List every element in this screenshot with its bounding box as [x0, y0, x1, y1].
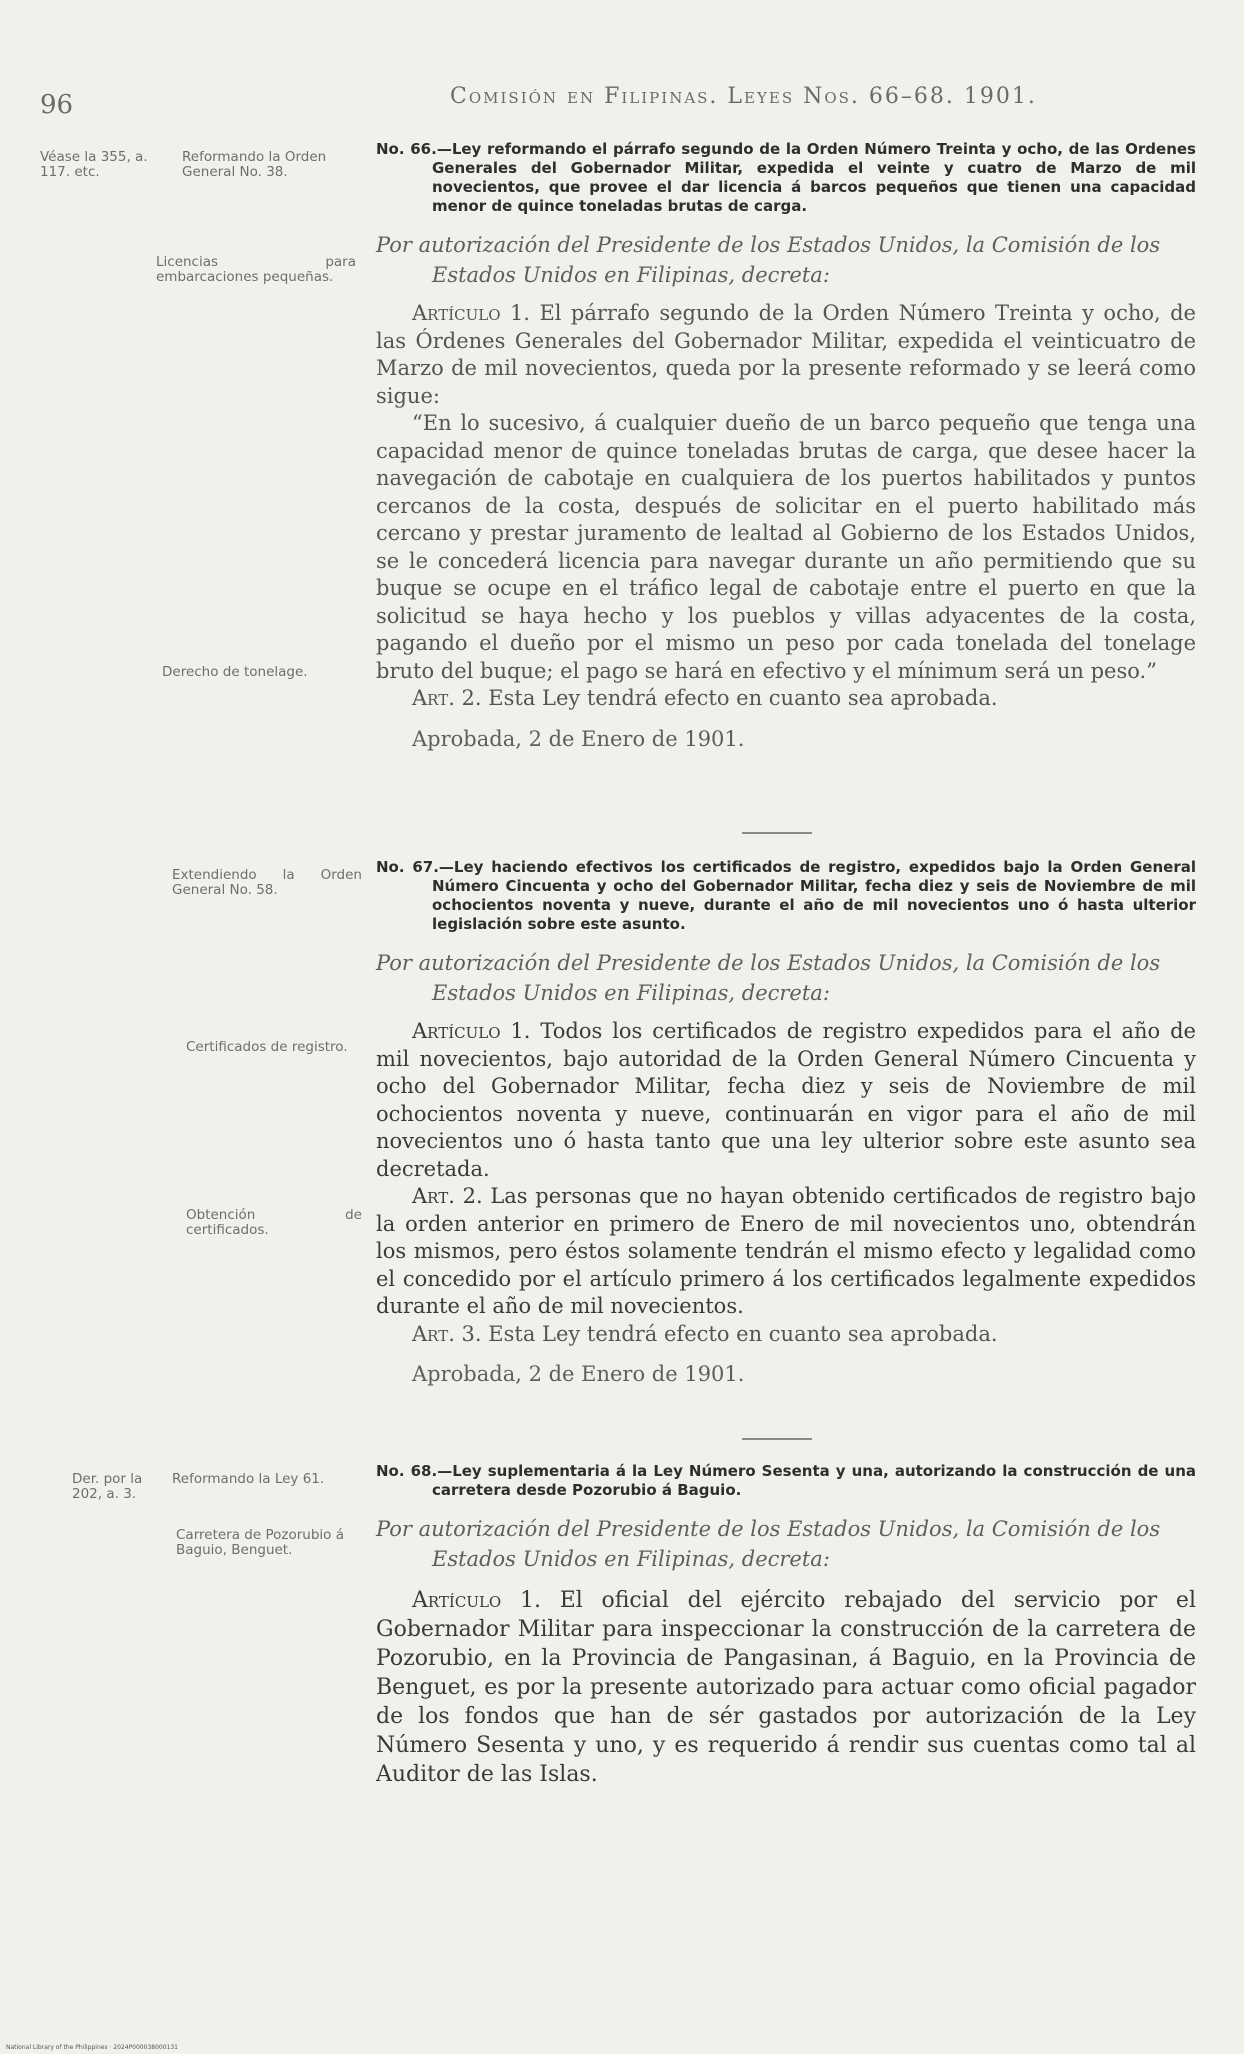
law-68-title: —Ley suplementaria á la Ley Número Sesenta y una, autorizando la construcción de una carretera desde Pozorubio á Baguio. — [432, 1462, 1196, 1499]
law-67-art2-text: Las personas que no hayan obtenido certificados de registro bajo la orden anterior en primero de Enero de mil novecientos uno, obtendrán los mismos, pero éstos solamente tendrán el mismo efecto y legalidad como el concedido por el artículo primero á los certificados legalmente expedidos durante el año de mil novecientos. — [376, 1184, 1196, 1318]
law-68-number: No. 68. — [376, 1462, 438, 1480]
margin-note-66-ref: Véase la 355, a. 117. etc. — [40, 149, 148, 180]
law-66-preamble: Por autorización del Presidente de los Estados Unidos, la Comisión de los Estados Unidos en Filipinas, decreta: — [376, 233, 1161, 287]
law-67-approved: Aprobada, 2 de Enero de 1901. — [412, 1362, 745, 1386]
law-66-art1-text: El párrafo segundo de la Orden Número Treinta y ocho, de las Órdenes Generales del Gobernador Militar, expedida el veinticuatro de Marzo de mil novecientos, queda por la presente reformado y se leerá como sigue: — [376, 301, 1196, 408]
margin-note-68-carretera: Carretera de Pozorubio á Baguio, Benguet. — [176, 1527, 344, 1558]
law-67-preamble: Por autorización del Presidente de los Estados Unidos, la Comisión de los Estados Unidos en Filipinas, decreta: — [376, 951, 1161, 1005]
margin-note-68-der: Der. por la 202, a. 3. — [72, 1471, 143, 1502]
law-67-number: No. 67. — [376, 858, 439, 876]
margin-note-66-licencias: Licencias para embarcaciones pequeñas. — [156, 254, 356, 285]
law-67-art2-label: Art. 2. — [412, 1184, 483, 1208]
law-66-number: No. 66. — [376, 140, 437, 158]
law-68-art1-label: Artículo 1. — [412, 1588, 541, 1613]
law-66-art1-label: Artículo 1. — [412, 301, 530, 325]
page-number: 96 — [40, 90, 74, 120]
law-66-art2-text: Esta Ley tendrá efecto en cuanto sea aprobada. — [488, 686, 998, 710]
margin-note-66-derecho: Derecho de tonelage. — [162, 664, 308, 680]
margin-note-67-cert: Certificados de registro. — [186, 1039, 348, 1055]
law-66-quote: “En lo sucesivo, á cualquier dueño de un barco pequeño que tenga una capacidad menor de quince toneladas brutas de carga, que desee hacer la navegación de cabotaje en cualquiera de los puertos habilitados y puntos cercanos de la costa, después de solicitar en el puerto habilitado más cercano y prestar juramento de lealtad al Gobierno de los Estados Unidos, se le concederá licencia para navegar durante un año permitiendo que su buque se ocupe en el tráfico legal de cabotaje entre el puerto en que la solicitud se haya hecho y los pueblos y villas adyacentes de la costa, pagando el dueño por el mismo un peso por cada tonelada del tonelage bruto del buque; el pago se hará en efectivo y el mínimum será un peso.” — [376, 411, 1196, 683]
law-68-art1 — [376, 1586, 1196, 1789]
law-66-heading — [376, 140, 1196, 216]
law-68-heading — [376, 1462, 1196, 1500]
law-67-art2 — [376, 1183, 1196, 1321]
law-67 — [376, 858, 1196, 1386]
law-67-art1-label: Artículo 1. — [412, 1019, 531, 1043]
law-66-approved: Aprobada, 2 de Enero de 1901. — [412, 726, 745, 751]
law-66-title: —Ley reformando el párrafo segundo de la Orden Número Treinta y ocho, de las Ordenes Generales del Gobernador Militar, expedida el veinte y cuatro de Marzo de mil novecientos, que provee el dar licencia á barcos pequeños que tienen una capacidad menor de quince toneladas brutas de carga. — [432, 140, 1196, 215]
law-67-art3-text: Esta Ley tendrá efecto en cuanto sea aprobada. — [488, 1321, 998, 1346]
section-divider — [742, 832, 812, 834]
law-68-preamble: Por autorización del Presidente de los Estados Unidos, la Comisión de los Estados Unidos en Filipinas, decreta: — [376, 1517, 1161, 1571]
law-67-art1 — [376, 1018, 1196, 1183]
law-66-art1 — [376, 300, 1196, 410]
section-divider — [742, 1438, 812, 1440]
margin-note-66-reform: Reformando la Orden General No. 38. — [182, 149, 327, 180]
running-head: Comisión en Filipinas. Leyes Nos. 66–68. 1901. — [450, 84, 1037, 109]
margin-note-67-obt: Obtención de certificados. — [186, 1207, 362, 1238]
law-68-art1-text: El oficial del ejército rebajado del servicio por el Gobernador Militar para inspeccionar la construcción de la carretera de Pozorubio, en la Provincia de Pangasinan, á Baguio, en la Provincia de Benguet, es por la presente autorizado para actuar como oficial pagador de los fondos que han de sér gastados por autorización de la Ley Número Sesenta y uno, y es requerido á rendir sus cuentas como tal al Auditor de las Islas. — [376, 1588, 1196, 1787]
law-66 — [376, 140, 1196, 751]
margin-note-67-ext: Extendiendo la Orden General No. 58. — [172, 867, 362, 898]
law-67-art3-label: Art. 3. — [412, 1321, 482, 1346]
law-67-art1-text: Todos los certificados de registro expedidos para el año de mil novecientos, bajo autoridad de la Orden General Número Cincuenta y ocho del Gobernador Militar, fecha diez y seis de Noviembre de mil ochocientos noventa y nueve, continuarán en vigor para el año de mil novecientos uno ó hasta tanto que una ley ulterior sobre este asunto sea decretada. — [376, 1019, 1196, 1181]
law-67-heading — [376, 858, 1196, 934]
archive-footer-note: National Library of the Philippines · 2024P000038000131 — [6, 2044, 178, 2051]
margin-note-68-reform: Reformando la Ley 61. — [172, 1471, 325, 1487]
law-68 — [376, 1462, 1196, 1789]
law-66-art2-label: Art. 2. — [412, 686, 482, 710]
law-67-title: —Ley haciendo efectivos los certificados de registro, expedidos bajo la Orden General Número Cincuenta y ocho del Gobernador Militar, fecha diez y seis de Noviembre de mil ochocientos noventa y nueve, durante el año de mil novecientos uno ó hasta ulterior legislación sobre este asunto. — [432, 858, 1196, 933]
law-66-art2 — [376, 685, 1196, 713]
law-67-art3 — [376, 1321, 1196, 1349]
